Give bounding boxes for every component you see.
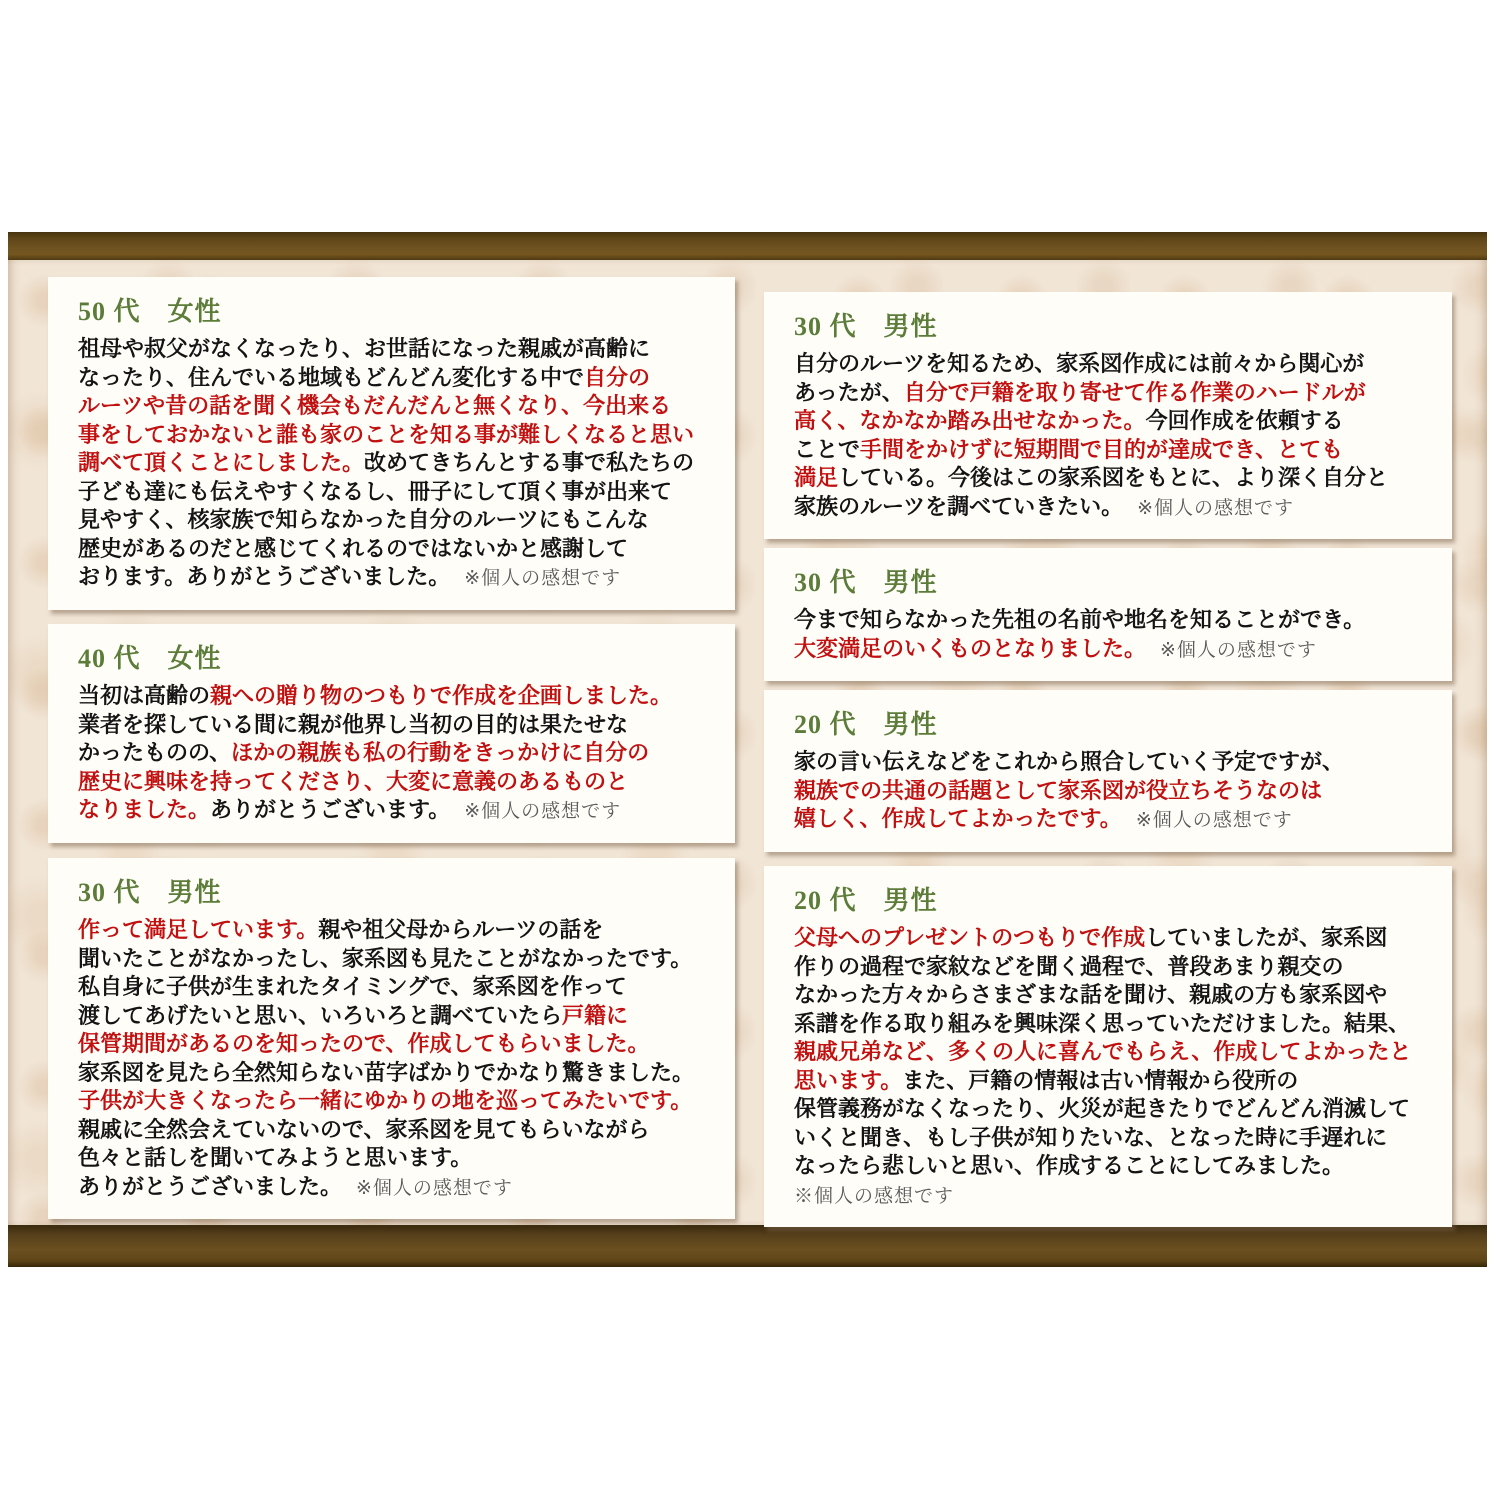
testimonial-line (78, 335, 707, 364)
testimonial-line (794, 777, 1424, 806)
testimonial-line (794, 924, 1424, 953)
body-text: 見やすく、核家族で知らなかった自分のルーツにもこんな (78, 507, 649, 532)
body-text: 家の言い伝えなどをこれから照合していく予定ですが、 (794, 749, 1345, 774)
testimonial-line (78, 1087, 707, 1116)
body-text: なったら悲しいと思い、作成することにしてみました。 (794, 1153, 1345, 1178)
testimonial-line (78, 1059, 707, 1088)
testimonial-line (78, 768, 707, 797)
highlighted-text: 保管期間があるのを知ったので、作成してもらいました。 (78, 1031, 650, 1056)
body-text: ことで (794, 436, 861, 462)
highlighted-text: 親戚兄弟など、多くの人に喜んでもらえ、作成してよかったと (794, 1039, 1412, 1064)
body-text: していましたが、家系図 (1145, 925, 1388, 950)
testimonial-heading: 20 代 男性 (794, 710, 938, 739)
testimonial-heading: 30 代 男性 (78, 878, 222, 907)
disclaimer-note: ※個人の感想です (464, 568, 622, 589)
body-text: 渡してあげたいと思い、いろいろと調べていたら (78, 1002, 563, 1028)
testimonial-line (78, 506, 707, 535)
testimonial-body (78, 335, 707, 594)
highlighted-text: 満足 (794, 465, 839, 490)
testimonial-line (794, 1095, 1424, 1124)
testimonial-card (764, 548, 1452, 681)
disclaimer-note: ※個人の感想です (1135, 810, 1293, 831)
testimonial-line (794, 1067, 1424, 1096)
disclaimer-note: ※個人の感想です (356, 1177, 513, 1199)
body-text: 子ども達にも伝えやすくなるし、冊子にして頂く事が出来て (78, 478, 673, 504)
body-text: また、戸籍の情報は古い情報から役所の (902, 1067, 1299, 1093)
bottom-border-bar (8, 1225, 1487, 1267)
testimonial-line (78, 682, 707, 711)
testimonial-line (794, 1124, 1424, 1153)
highlighted-text: 親族での共通の話題として家系図が役立ちそうなのは (794, 777, 1323, 803)
highlighted-text: 大変満足のいくものとなりました。 (794, 635, 1147, 661)
highlighted-text: 調べて頂くことにしました。 (78, 450, 365, 475)
testimonial-heading: 30 代 男性 (794, 568, 938, 597)
testimonial-card (48, 277, 735, 610)
testimonial-card (48, 858, 735, 1219)
testimonial-line (794, 748, 1424, 777)
body-text: 色々と話しを聞いてみようと思います。 (78, 1145, 473, 1170)
testimonial-body (794, 350, 1424, 523)
testimonial-line (78, 1030, 707, 1059)
testimonial-line (78, 916, 707, 945)
testimonial-line (78, 392, 707, 421)
testimonial-line (78, 1173, 707, 1204)
testimonial-heading: 20 代 男性 (794, 886, 938, 915)
testimonial-card (48, 624, 735, 843)
body-text: 家系図を見たら全然知らない苗字ばかりでかなり驚きました。 (78, 1059, 695, 1085)
body-text: なったり、住んでいる地域もどんどん変化する中で (78, 364, 585, 390)
testimonial-line (794, 493, 1424, 524)
testimonial-line (78, 449, 707, 478)
testimonial-line (794, 407, 1424, 436)
testimonial-line (794, 464, 1424, 493)
testimonial-line (78, 1002, 707, 1031)
body-text: 家族のルーツを調べていきたい。 (794, 493, 1124, 519)
highlighted-text: 戸籍に (562, 1002, 629, 1028)
body-text: 聞いたことがなかったし、家系図も見たことがなかったです。 (78, 945, 693, 971)
testimonial-line (78, 796, 707, 827)
testimonial-body (794, 606, 1424, 665)
testimonial-heading: 50 代 女性 (78, 297, 222, 326)
body-text: 保管義務がなくなったり、火災が起きたりでどんどん消滅して (794, 1096, 1411, 1121)
testimonial-line (78, 1116, 707, 1145)
testimonial-body (78, 682, 707, 827)
highlighted-text: ほかの親族も私の行動をきっかけに自分の (231, 740, 650, 765)
body-text: ありがとうございます。 (210, 797, 451, 822)
disclaimer-note: ※個人の感想です (794, 1185, 955, 1207)
testimonial-card (764, 292, 1452, 539)
body-text: 今回作成を依頼する (1145, 408, 1344, 433)
body-text: 作りの過程で家紋などを聞く過程で、普段あまり親交の (794, 953, 1344, 979)
body-text: 業者を探している間に親が他界し当初の目的は果たせな (78, 711, 629, 737)
testimonial-line (78, 1144, 707, 1173)
body-text: 今まで知らなかった先祖の名前や地名を知ることができ。 (794, 607, 1366, 632)
body-text: いくと聞き、もし子供が知りたいな、となった時に手遅れに (794, 1124, 1388, 1150)
testimonial-line (78, 711, 707, 740)
testimonial-line (794, 1010, 1424, 1039)
testimonial-line (794, 606, 1424, 635)
body-text: している。今後はこの家系図をもとに、より深く自分と (838, 465, 1389, 490)
testimonial-body (78, 916, 707, 1203)
testimonial-line (794, 379, 1424, 408)
testimonial-line (794, 1038, 1424, 1067)
body-text: おります。ありがとうございました。 (78, 564, 451, 589)
testimonial-line (794, 350, 1424, 379)
testimonial-heading: 40 代 女性 (78, 644, 222, 673)
testimonial-body (794, 748, 1424, 836)
highlighted-text: 作って満足しています。 (78, 917, 319, 942)
body-text: 当初は高齢の (78, 683, 211, 708)
testimonial-card (764, 866, 1452, 1227)
highlighted-text: 歴史に興味を持ってくださり、大変に意義のあるものと (78, 768, 629, 794)
testimonial-line (78, 421, 707, 450)
highlighted-text: 子供が大きくなったら一緒にゆかりの地を巡ってみたいです。 (78, 1088, 693, 1113)
highlighted-text: 事をしておかないと誰も家のことを知る事が難しくなると思い (78, 421, 695, 447)
testimonial-line (78, 973, 707, 1002)
disclaimer-note: ※個人の感想です (1137, 497, 1295, 519)
highlighted-text: 嬉しく、作成してよかったです。 (794, 806, 1122, 831)
body-text: 歴史があるのだと感じてくれるのではないかと感謝して (78, 535, 629, 561)
highlighted-text: ルーツや昔の話を聞く機会もだんだんと無くなり、今出来る (78, 393, 672, 418)
testimonial-line (794, 1181, 1424, 1212)
testimonial-line (78, 563, 707, 594)
body-text: 親や祖父母からルーツの話を (318, 917, 604, 942)
body-text: なかった方々からさまざまな話を聞け、親戚の方も家系図や (794, 982, 1388, 1007)
testimonial-line (794, 981, 1424, 1010)
disclaimer-note: ※個人の感想です (464, 801, 622, 822)
body-text: 系譜を作る取り組みを興味深く思っていただけました。結果、 (794, 1010, 1411, 1036)
testimonial-line (78, 739, 707, 768)
testimonial-line (794, 635, 1424, 666)
highlighted-text: 自分の (584, 364, 651, 390)
body-text: 改めてきちんとする事で私たちの (364, 450, 695, 475)
body-text: かったものの、 (78, 740, 232, 765)
highlighted-text: 親への贈り物のつもりで作成を企画しました。 (210, 683, 673, 708)
body-text: あったが、 (794, 379, 904, 405)
testimonial-line (794, 1152, 1424, 1181)
testimonial-line (78, 478, 707, 507)
testimonial-line (78, 945, 707, 974)
highlighted-text: 手間をかけずに短期間で目的が達成でき、とても (860, 436, 1344, 462)
highlighted-text: 高く、なかなか踏み出せなかった。 (794, 408, 1146, 433)
testimonial-line (78, 535, 707, 564)
testimonial-heading: 30 代 男性 (794, 312, 938, 341)
testimonial-line (794, 436, 1424, 465)
testimonial-line (794, 805, 1424, 836)
testimonial-body (794, 924, 1424, 1211)
testimonial-card (764, 690, 1452, 852)
highlighted-text: 自分で戸籍を取り寄せて作る作業のハードルが (903, 379, 1366, 405)
disclaimer-note: ※個人の感想です (1160, 639, 1317, 661)
highlighted-text: なりました。 (78, 797, 211, 822)
body-text: 自分のルーツを知るため、家系図作成には前々から関心が (794, 351, 1365, 376)
testimonial-line (794, 953, 1424, 982)
body-text: ありがとうございました。 (78, 1173, 343, 1199)
body-text: 私自身に子供が生まれたタイミングで、家系図を作って (78, 974, 627, 999)
top-border-bar (8, 232, 1487, 260)
testimonial-line (78, 364, 707, 393)
body-text: 祖母や叔父がなくなったり、お世話になった親戚が高齢に (78, 336, 651, 361)
highlighted-text: 父母へのプレゼントのつもりで作成 (794, 925, 1146, 950)
body-text: 親戚に全然会えていないので、家系図を見てもらいながら (78, 1116, 650, 1142)
highlighted-text: 思います。 (794, 1067, 903, 1093)
